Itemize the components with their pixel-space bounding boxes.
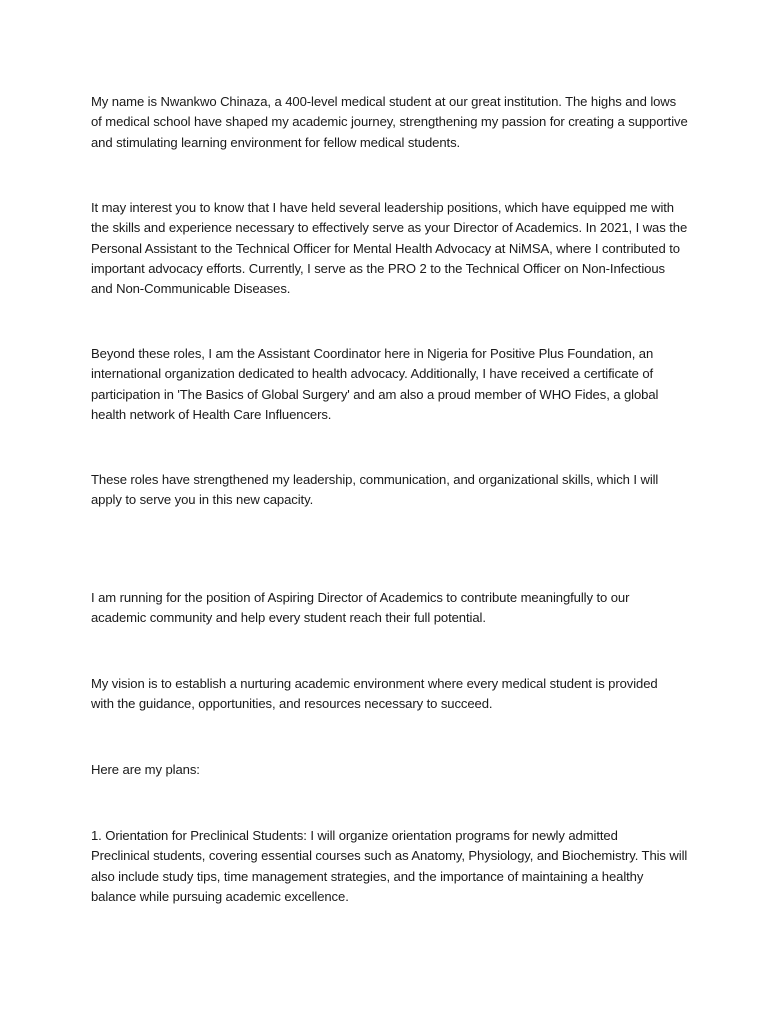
- paragraph-leadership-positions: It may interest you to know that I have held several leadership positions, which have equipped me with the skills and experience necessary to effectively serve as your Director of Academics. In 2021, I was the Personal Assistant to the Technical Officer for Mental Health Advocacy at NiMSA, where I contributed to important advocacy efforts. Currently, I serve as the PRO 2 to the Technical Officer on Non-Infectious and Non-Communicable Diseases.: [91, 200, 688, 297]
- paragraph-plan-orientation: 1. Orientation for Preclinical Students: I will organize orientation programs for newly admitted Preclinical students, covering essential courses such as Anatomy, Physiology, and Biochemistry. This will also include study tips, time management strategies, and the importance of maintaining a healthy balance while pursuing academic excellence.: [91, 828, 688, 904]
- paragraph-plans-heading: Here are my plans:: [91, 762, 200, 777]
- paragraph-candidacy: I am running for the position of Aspiring Director of Academics to contribute meaningfully to our academic community and help every student reach their full potential.: [91, 590, 630, 626]
- paragraph-introduction: My name is Nwankwo Chinaza, a 400-level medical student at our great institution. The highs and lows of medical school have shaped my academic journey, strengthening my passion for creating a supportive and stimulating learning environment for fellow medical students.: [91, 94, 688, 150]
- paragraph-vision: My vision is to establish a nurturing academic environment where every medical student is provided with the guidance, opportunities, and resources necessary to succeed.: [91, 676, 658, 712]
- paragraph-skills: These roles have strengthened my leadership, communication, and organizational skills, which I will apply to serve you in this new capacity.: [91, 472, 659, 508]
- paragraph-additional-roles: Beyond these roles, I am the Assistant Coordinator here in Nigeria for Positive Plus Foundation, an international organization dedicated to health advocacy. Additionally, I have received a certificate of participation in 'The Basics of Global Surgery' and am also a proud member of WHO Fides, a global health network of Health Care Influencers.: [91, 346, 659, 422]
